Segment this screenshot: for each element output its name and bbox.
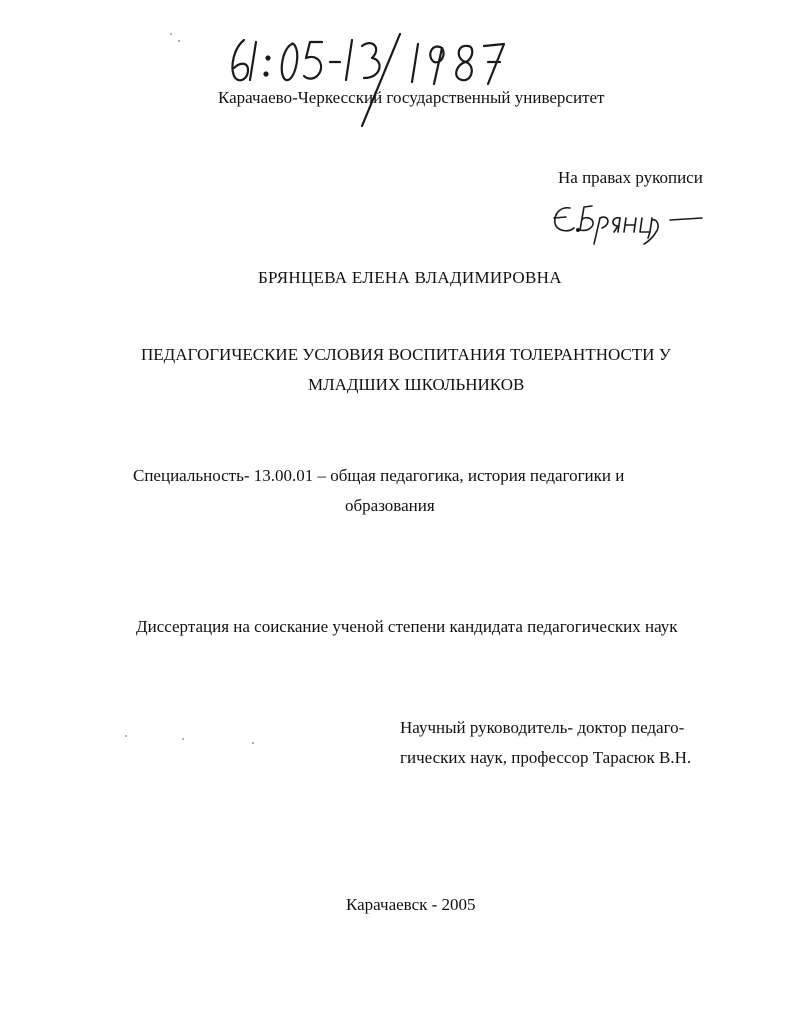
dissertation-degree-statement: Диссертация на соискание ученой степени кандидата педагогических наук (136, 617, 678, 636)
scan-speck (182, 738, 184, 740)
specialty-line-1: Специальность- 13.00.01 – общая педагогика, история педагогики и (133, 466, 625, 485)
university-name: Карачаево-Черкесский государственный университет (218, 88, 605, 107)
handwritten-archive-number (222, 18, 522, 128)
scan-speck (252, 742, 254, 744)
supervisor-line-1: Научный руководитель- доктор педаго- (400, 718, 685, 737)
dissertation-title-line-1: ПЕДАГОГИЧЕСКИЕ УСЛОВИЯ ВОСПИТАНИЯ ТОЛЕРАНТНОСТИ У (141, 345, 671, 364)
scan-speck (170, 33, 172, 35)
dissertation-title-line-2: МЛАДШИХ ШКОЛЬНИКОВ (308, 375, 525, 394)
author-signature (548, 198, 708, 250)
place-and-year: Карачаевск - 2005 (346, 895, 476, 914)
supervisor-line-2: гических наук, профессор Тарасюк В.Н. (400, 748, 692, 767)
author-name: БРЯНЦЕВА ЕЛЕНА ВЛАДИМИРОВНА (258, 268, 562, 287)
manuscript-rights-note: На правах рукописи (558, 168, 703, 187)
specialty-line-2: образования (345, 496, 435, 515)
scan-speck (125, 735, 127, 737)
scan-speck (178, 40, 180, 42)
